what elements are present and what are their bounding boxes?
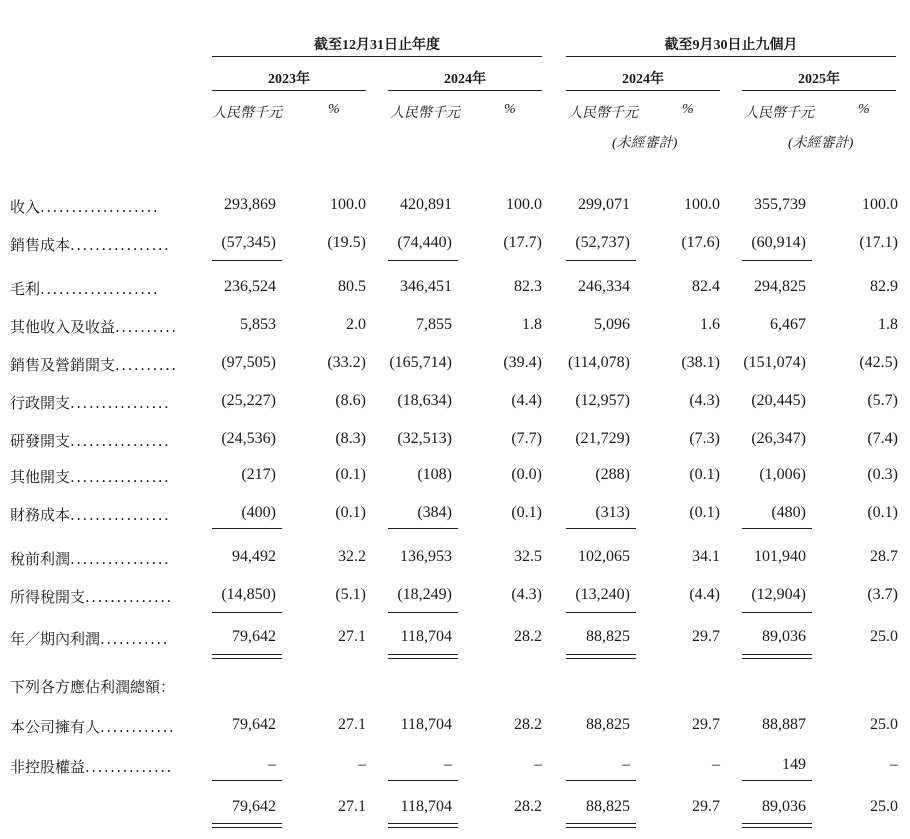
table-cell: 246,334 [578, 278, 630, 295]
double-rule-bottom [212, 827, 282, 828]
table-cell: (18,634) [397, 392, 452, 409]
row-label [10, 430, 170, 451]
double-rule-top [742, 823, 812, 824]
double-rule-bottom [212, 658, 282, 659]
table-cell: 94,492 [232, 548, 276, 565]
row-label-text: 其他收入及收益 [10, 318, 116, 336]
subtotal-rule [566, 780, 636, 781]
double-rule-bottom [566, 658, 636, 659]
table-cell: (5.7) [867, 392, 898, 409]
row-label [10, 234, 170, 255]
table-cell: (7.3) [689, 430, 720, 447]
double-rule-top [388, 823, 458, 824]
table-cell: (0.0) [511, 466, 542, 483]
table-cell: 28.2 [514, 628, 542, 645]
table-cell: 25.0 [870, 798, 898, 815]
year-underline [212, 90, 366, 91]
table-cell: 1.6 [700, 316, 720, 333]
row-label [10, 316, 178, 337]
row-label [10, 716, 175, 737]
row-label [10, 586, 173, 607]
table-cell: (151,074) [743, 354, 806, 371]
table-cell: (0.1) [335, 466, 366, 483]
table-cell: 149 [782, 756, 806, 773]
year-header-2023: 2023年 [268, 72, 310, 87]
subtotal-rule [388, 260, 458, 261]
period-header-year-end: 截至12月31日止年度 [314, 38, 440, 53]
double-rule-bottom [388, 827, 458, 828]
table-cell: 80.5 [338, 278, 366, 295]
table-cell: 82.9 [870, 278, 898, 295]
leader-dots: ................ [70, 550, 171, 568]
table-cell: 293,869 [224, 196, 276, 213]
table-cell: 100.0 [684, 196, 720, 213]
table-cell: (217) [241, 466, 276, 483]
table-cell: 136,953 [400, 548, 452, 565]
table-cell: 27.1 [338, 798, 366, 815]
table-cell: (52,737) [575, 234, 630, 251]
leader-dots: ................ [70, 432, 171, 450]
leader-dots: .............. [85, 588, 173, 606]
table-cell: – [622, 756, 630, 773]
row-label-text: 所得稅開支 [10, 588, 86, 606]
table-cell: (313) [595, 504, 630, 521]
row-label [10, 466, 170, 487]
double-rule-top [212, 654, 282, 655]
table-cell: (8.6) [335, 392, 366, 409]
row-label-text: 銷售及營銷開支 [10, 356, 116, 374]
unit-pct: % [328, 102, 340, 117]
period-header-nine-months: 截至9月30日止九個月 [664, 38, 798, 53]
row-label [10, 504, 170, 525]
row-label [10, 548, 170, 569]
subtotal-rule [212, 780, 282, 781]
row-label-text: 年／期內利潤 [10, 630, 101, 648]
table-cell: – [712, 756, 720, 773]
table-cell: (0.1) [511, 504, 542, 521]
table-cell: 79,642 [232, 628, 276, 645]
table-cell: 25.0 [870, 628, 898, 645]
table-cell: 236,524 [224, 278, 276, 295]
double-rule-top [566, 823, 636, 824]
table-cell: 88,825 [586, 628, 630, 645]
table-cell: (4.4) [689, 586, 720, 603]
table-cell: (57,345) [221, 234, 276, 251]
table-cell: 2.0 [346, 316, 366, 333]
table-cell: (13,240) [575, 586, 630, 603]
subtotal-rule [566, 260, 636, 261]
row-label [10, 756, 173, 777]
year-underline [566, 90, 720, 91]
table-cell: 1.8 [522, 316, 542, 333]
table-cell: (24,536) [221, 430, 276, 447]
row-label-text: 毛利 [10, 280, 41, 298]
table-cell: 355,739 [754, 196, 806, 213]
table-cell: (480) [771, 504, 806, 521]
unit-rmb: 人民幣千元 [568, 106, 638, 121]
table-cell: 32.5 [514, 548, 542, 565]
table-cell: 29.7 [692, 716, 720, 733]
table-cell: 7,855 [416, 316, 452, 333]
leader-dots: ................... [40, 280, 160, 298]
leader-dots: .......... [115, 356, 178, 374]
double-rule-top [388, 654, 458, 655]
table-cell: (17.1) [859, 234, 898, 251]
unit-rmb: 人民幣千元 [212, 106, 282, 121]
leader-dots: ................ [70, 236, 171, 254]
table-cell: 5,096 [594, 316, 630, 333]
row-label-text: 其他開支 [10, 468, 71, 486]
table-cell: 29.7 [692, 798, 720, 815]
table-cell: (0.1) [867, 504, 898, 521]
table-cell: (39.4) [503, 354, 542, 371]
unit-pct: % [504, 102, 516, 117]
table-cell: (384) [417, 504, 452, 521]
period-underline-nine-months [566, 56, 896, 57]
table-cell: (14,850) [221, 586, 276, 603]
subtotal-rule [566, 528, 636, 529]
year-header-2024-nine-months: 2024年 [622, 72, 664, 87]
table-cell: (17.6) [681, 234, 720, 251]
subtotal-rule [388, 612, 458, 613]
double-rule-top [212, 823, 282, 824]
table-cell: 82.4 [692, 278, 720, 295]
table-cell: (74,440) [397, 234, 452, 251]
table-cell: (4.3) [511, 586, 542, 603]
table-cell: (7.4) [867, 430, 898, 447]
row-label-text: 財務成本 [10, 506, 71, 524]
table-cell: 89,036 [762, 628, 806, 645]
table-cell: 6,467 [770, 316, 806, 333]
row-label-text: 非控股權益 [10, 758, 86, 776]
table-cell: 1.8 [878, 316, 898, 333]
table-cell: (42.5) [859, 354, 898, 371]
table-cell: 118,704 [400, 716, 452, 733]
row-label-text: 銷售成本 [10, 236, 71, 254]
leader-dots: ............ [100, 718, 176, 736]
leader-dots: ........... [100, 630, 169, 648]
table-cell: 420,891 [400, 196, 452, 213]
table-cell: 102,065 [578, 548, 630, 565]
table-cell: (12,957) [575, 392, 630, 409]
row-label-text: 行政開支 [10, 394, 71, 412]
table-cell: (20,445) [751, 392, 806, 409]
double-rule-bottom [566, 827, 636, 828]
table-cell: (25,227) [221, 392, 276, 409]
table-cell: – [444, 756, 452, 773]
unaudited-note: (未經審計) [612, 136, 678, 151]
table-cell: 27.1 [338, 716, 366, 733]
table-cell: 25.0 [870, 716, 898, 733]
table-cell: (97,505) [221, 354, 276, 371]
table-cell: – [534, 756, 542, 773]
table-cell: 100.0 [506, 196, 542, 213]
table-cell: (0.1) [689, 466, 720, 483]
table-cell: 101,940 [754, 548, 806, 565]
table-cell: 29.7 [692, 628, 720, 645]
double-rule-top [566, 654, 636, 655]
leader-dots: .......... [115, 318, 178, 336]
table-cell: (165,714) [389, 354, 452, 371]
table-cell: 299,071 [578, 196, 630, 213]
table-cell: (33.2) [327, 354, 366, 371]
table-cell: (26,347) [751, 430, 806, 447]
table-cell: 88,825 [586, 716, 630, 733]
table-cell: (1,006) [759, 466, 806, 483]
row-label [10, 354, 178, 375]
unit-pct: % [682, 102, 694, 117]
table-cell: 28.2 [514, 716, 542, 733]
year-header-2024: 2024年 [444, 72, 486, 87]
unit-rmb: 人民幣千元 [390, 106, 460, 121]
leader-dots: ................... [40, 198, 160, 216]
table-cell: 82.3 [514, 278, 542, 295]
table-cell: (114,078) [567, 354, 630, 371]
unit-rmb: 人民幣千元 [744, 106, 814, 121]
row-label-text: 本公司擁有人 [10, 718, 101, 736]
period-underline-year-end [212, 56, 542, 57]
table-cell: 28.7 [870, 548, 898, 565]
table-cell: (400) [241, 504, 276, 521]
table-cell: (108) [417, 466, 452, 483]
table-cell: 27.1 [338, 628, 366, 645]
double-rule-bottom [742, 827, 812, 828]
table-cell: (0.1) [335, 504, 366, 521]
leader-dots: .............. [85, 758, 173, 776]
table-cell: 88,825 [586, 798, 630, 815]
year-underline [742, 90, 896, 91]
table-cell: (4.4) [511, 392, 542, 409]
double-rule-bottom [388, 658, 458, 659]
table-cell: (17.7) [503, 234, 542, 251]
table-cell: 28.2 [514, 798, 542, 815]
double-rule-top [742, 654, 812, 655]
table-cell: – [268, 756, 276, 773]
row-label [10, 628, 169, 649]
subtotal-rule [742, 780, 812, 781]
subtotal-rule [212, 612, 282, 613]
table-cell: (38.1) [681, 354, 720, 371]
table-cell: (3.7) [867, 586, 898, 603]
table-cell: 34.1 [692, 548, 720, 565]
table-cell: (4.3) [689, 392, 720, 409]
table-cell: (18,249) [397, 586, 452, 603]
subtotal-rule [566, 612, 636, 613]
table-cell: (5.1) [335, 586, 366, 603]
subtotal-rule [212, 260, 282, 261]
leader-dots: ................ [70, 506, 171, 524]
subtotal-rule [742, 260, 812, 261]
leader-dots: ................ [70, 394, 171, 412]
table-cell: (8.3) [335, 430, 366, 447]
table-cell: 100.0 [330, 196, 366, 213]
row-label-text: 研發開支 [10, 432, 71, 450]
year-header-2025-nine-months: 2025年 [798, 72, 840, 87]
subtotal-rule [742, 612, 812, 613]
table-cell: 100.0 [862, 196, 898, 213]
row-label-text: 稅前利潤 [10, 550, 71, 568]
table-cell: (0.1) [689, 504, 720, 521]
unit-pct: % [858, 102, 870, 117]
row-label-text: 收入 [10, 198, 41, 216]
table-cell: 32.2 [338, 548, 366, 565]
table-cell: 88,887 [762, 716, 806, 733]
table-cell: 118,704 [400, 628, 452, 645]
row-label [10, 278, 159, 299]
table-cell: 346,451 [400, 278, 452, 295]
table-cell: (12,904) [751, 586, 806, 603]
table-cell: 5,853 [240, 316, 276, 333]
table-cell: 294,825 [754, 278, 806, 295]
table-cell: (7.7) [511, 430, 542, 447]
table-cell: 79,642 [232, 798, 276, 815]
attributable-header: 下列各方應佔利潤總額： [10, 678, 176, 696]
leader-dots: ................ [70, 468, 171, 486]
table-cell: (0.3) [867, 466, 898, 483]
subtotal-rule [388, 780, 458, 781]
table-cell: (19.5) [327, 234, 366, 251]
table-cell: (60,914) [751, 234, 806, 251]
table-cell: 118,704 [400, 798, 452, 815]
subtotal-rule [742, 528, 812, 529]
table-cell: (288) [595, 466, 630, 483]
table-cell: (21,729) [575, 430, 630, 447]
table-cell: – [890, 756, 898, 773]
year-underline [388, 90, 542, 91]
table-cell: 89,036 [762, 798, 806, 815]
table-cell: – [358, 756, 366, 773]
unaudited-note: (未經審計) [788, 136, 854, 151]
subtotal-rule [212, 528, 282, 529]
subtotal-rule [388, 528, 458, 529]
row-label [10, 392, 170, 413]
table-cell: (32,513) [397, 430, 452, 447]
row-label [10, 196, 159, 217]
table-cell: 79,642 [232, 716, 276, 733]
double-rule-bottom [742, 658, 812, 659]
